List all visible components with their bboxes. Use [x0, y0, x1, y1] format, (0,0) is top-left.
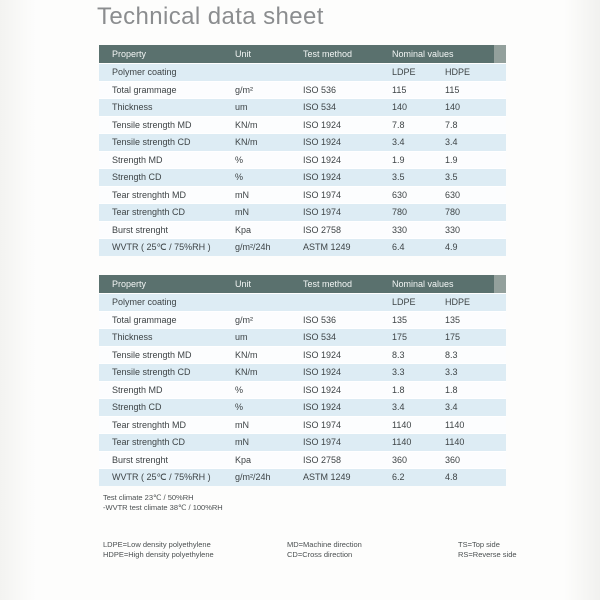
table-row: [99, 328, 506, 346]
table-row: [99, 168, 506, 186]
cell-test-method: ISO 534: [303, 332, 337, 343]
table-row: [99, 81, 506, 99]
table-row: [99, 116, 506, 134]
col-header-property: Property: [112, 279, 147, 289]
cell-test-method: ISO 1974: [303, 207, 342, 218]
legend-line: LDPE=Low density polyethylene: [103, 540, 211, 549]
table-header-row: [99, 45, 506, 63]
cell-test-method: ISO 1924: [303, 172, 342, 183]
cell-test-method: ISO 1924: [303, 349, 342, 360]
polymer-coating-row: [99, 63, 506, 81]
table-row: [99, 346, 506, 364]
cell-property: Polymer coating: [112, 67, 177, 78]
cell-property: Polymer coating: [112, 297, 177, 308]
cell-hdpe-value: 3.5: [445, 172, 458, 183]
cell-ldpe-value: 135: [392, 314, 408, 325]
cell-property: Tensile strength CD: [112, 367, 191, 378]
cell-property: WVTR ( 25℃ / 75%RH ): [112, 241, 211, 252]
cell-ldpe-value: 3.4: [392, 137, 405, 148]
cell-unit: mN: [235, 207, 249, 218]
cell-unit: %: [235, 402, 244, 413]
cell-ldpe-value: 140: [392, 102, 408, 113]
cell-hdpe-label: HDPE: [445, 297, 471, 308]
cell-property: Tear strenghth MD: [112, 189, 187, 200]
cell-hdpe-value: 1140: [445, 437, 465, 448]
legend-line: TS=Top side: [458, 540, 500, 549]
cell-unit: g/m²: [235, 314, 253, 325]
cell-hdpe-value: 1.8: [445, 384, 458, 395]
legend-line: MD=Machine direction: [287, 540, 362, 549]
cell-ldpe-value: 8.3: [392, 349, 405, 360]
cell-property: Tear strenghth CD: [112, 207, 186, 218]
polymer-coating-row: [99, 293, 506, 311]
cell-hdpe-value: 3.3: [445, 367, 458, 378]
cell-ldpe-value: 1.8: [392, 384, 405, 395]
cell-hdpe-value: 1.9: [445, 154, 458, 165]
cell-test-method: ASTM 1249: [303, 472, 351, 483]
cell-hdpe-value: 7.8: [445, 119, 458, 130]
table-row: [99, 381, 506, 399]
cell-property: Strength MD: [112, 384, 163, 395]
table-body: [99, 81, 506, 256]
cell-unit: KN/m: [235, 349, 258, 360]
cell-ldpe-value: 6.4: [392, 242, 405, 253]
legend-column-materials: [103, 540, 214, 560]
cell-ldpe-value: 115: [392, 84, 407, 95]
note-line: -WVTR test climate 38℃ / 100%RH: [103, 502, 223, 512]
cell-test-method: ISO 536: [303, 84, 337, 95]
col-header-nominal-values: Nominal values: [392, 279, 454, 289]
cell-unit: KN/m: [235, 137, 258, 148]
cell-hdpe-value: 3.4: [445, 137, 458, 148]
cell-test-method: ISO 534: [303, 102, 337, 113]
cell-test-method: ISO 2758: [303, 454, 342, 465]
cell-property: Total grammage: [112, 84, 177, 95]
table-row: [99, 186, 506, 204]
cell-unit: g/m²/24h: [235, 472, 271, 483]
cell-hdpe-value: 115: [445, 84, 460, 95]
cell-hdpe-value: 1140: [445, 419, 465, 430]
cell-property: Burst strenght: [112, 224, 169, 235]
table-row: [99, 221, 506, 239]
cell-unit: %: [235, 172, 244, 183]
cell-hdpe-value: 140: [445, 102, 461, 113]
table-row: [99, 363, 506, 381]
cell-hdpe-value: 3.4: [445, 402, 458, 413]
test-climate-notes: [103, 493, 223, 512]
cell-ldpe-value: 7.8: [392, 119, 405, 130]
cell-test-method: ASTM 1249: [303, 242, 351, 253]
cell-test-method: ISO 1924: [303, 384, 342, 395]
table-body: [99, 311, 506, 486]
col-header-property: Property: [112, 49, 147, 59]
cell-test-method: ISO 1974: [303, 189, 342, 200]
cell-hdpe-value: 4.9: [445, 242, 458, 253]
cell-ldpe-value: 1140: [392, 419, 412, 430]
cell-ldpe-value: 630: [392, 189, 408, 200]
table-row: [99, 151, 506, 169]
cell-ldpe-value: 1.9: [392, 154, 405, 165]
cell-unit: Kpa: [235, 454, 252, 465]
col-header-nominal-values: Nominal values: [392, 49, 454, 59]
legend-line: HDPE=High density polyethylene: [103, 550, 214, 559]
table-row: [99, 416, 506, 434]
cell-property: Tear strenghth CD: [112, 437, 186, 448]
table-header-row: [99, 275, 506, 293]
legend-line: RS=Reverse side: [458, 550, 517, 559]
cell-test-method: ISO 1924: [303, 137, 342, 148]
cell-ldpe-value: 3.3: [392, 367, 405, 378]
col-header-unit: Unit: [235, 279, 252, 289]
cell-hdpe-value: 8.3: [445, 349, 458, 360]
cell-hdpe-value: 630: [445, 189, 461, 200]
note-line: Test climate 23℃ / 50%RH: [103, 493, 194, 502]
cell-property: Tensile strength CD: [112, 137, 191, 148]
cell-hdpe-value: 360: [445, 454, 461, 465]
cell-property: Tensile strength MD: [112, 119, 192, 130]
cell-unit: g/m²: [235, 84, 253, 95]
table-row: [99, 203, 506, 221]
cell-hdpe-value: 4.8: [445, 472, 458, 483]
cell-property: WVTR ( 25℃ / 75%RH ): [112, 471, 211, 482]
cell-hdpe-label: HDPE: [445, 67, 471, 78]
legend-column-directions: [287, 540, 362, 560]
cell-unit: %: [235, 154, 244, 165]
cell-test-method: ISO 1924: [303, 367, 342, 378]
cell-unit: um: [235, 332, 248, 343]
data-table-2: [99, 275, 506, 486]
cell-property: Tear strenghth MD: [112, 419, 187, 430]
table-row: [99, 133, 506, 151]
cell-test-method: ISO 1924: [303, 402, 342, 413]
page-title: Technical data sheet: [97, 3, 324, 30]
cell-unit: um: [235, 102, 248, 113]
cell-ldpe-label: LDPE: [392, 297, 416, 308]
cell-unit: g/m²/24h: [235, 242, 271, 253]
col-header-unit: Unit: [235, 49, 252, 59]
legend-line: CD=Cross direction: [287, 550, 353, 559]
cell-ldpe-value: 175: [392, 332, 408, 343]
cell-ldpe-value: 6.2: [392, 472, 405, 483]
data-table-1: [99, 45, 506, 256]
table-row: [99, 238, 506, 256]
cell-hdpe-value: 330: [445, 224, 461, 235]
cell-property: Strength CD: [112, 402, 162, 413]
col-header-test-method: Test method: [303, 279, 353, 289]
cell-unit: Kpa: [235, 224, 252, 235]
col-header-test-method: Test method: [303, 49, 353, 59]
table-row: [99, 98, 506, 116]
cell-ldpe-value: 3.5: [392, 172, 405, 183]
cell-unit: mN: [235, 419, 249, 430]
cell-property: Total grammage: [112, 314, 177, 325]
cell-property: Burst strenght: [112, 454, 169, 465]
table-row: [99, 451, 506, 469]
cell-ldpe-value: 360: [392, 454, 408, 465]
cell-property: Thickness: [112, 332, 153, 343]
cell-ldpe-value: 1140: [392, 437, 412, 448]
cell-property: Strength CD: [112, 172, 162, 183]
cell-property: Strength MD: [112, 154, 163, 165]
cell-ldpe-value: 780: [392, 207, 408, 218]
cell-unit: mN: [235, 189, 249, 200]
cell-test-method: ISO 1974: [303, 419, 342, 430]
cell-test-method: ISO 2758: [303, 224, 342, 235]
cell-hdpe-value: 135: [445, 314, 461, 325]
cell-property: Thickness: [112, 102, 153, 113]
cell-ldpe-value: 330: [392, 224, 408, 235]
table-row: [99, 433, 506, 451]
cell-test-method: ISO 1924: [303, 119, 342, 130]
table-row: [99, 468, 506, 486]
cell-ldpe-label: LDPE: [392, 67, 416, 78]
cell-test-method: ISO 1924: [303, 154, 342, 165]
cell-test-method: ISO 1974: [303, 437, 342, 448]
table-row: [99, 311, 506, 329]
cell-hdpe-value: 175: [445, 332, 461, 343]
cell-test-method: ISO 536: [303, 314, 337, 325]
cell-unit: mN: [235, 437, 249, 448]
cell-hdpe-value: 780: [445, 207, 461, 218]
cell-unit: %: [235, 384, 244, 395]
cell-ldpe-value: 3.4: [392, 402, 405, 413]
cell-unit: KN/m: [235, 367, 258, 378]
table-row: [99, 398, 506, 416]
cell-unit: KN/m: [235, 119, 258, 130]
legend-column-sides: [458, 540, 517, 560]
cell-property: Tensile strength MD: [112, 349, 192, 360]
